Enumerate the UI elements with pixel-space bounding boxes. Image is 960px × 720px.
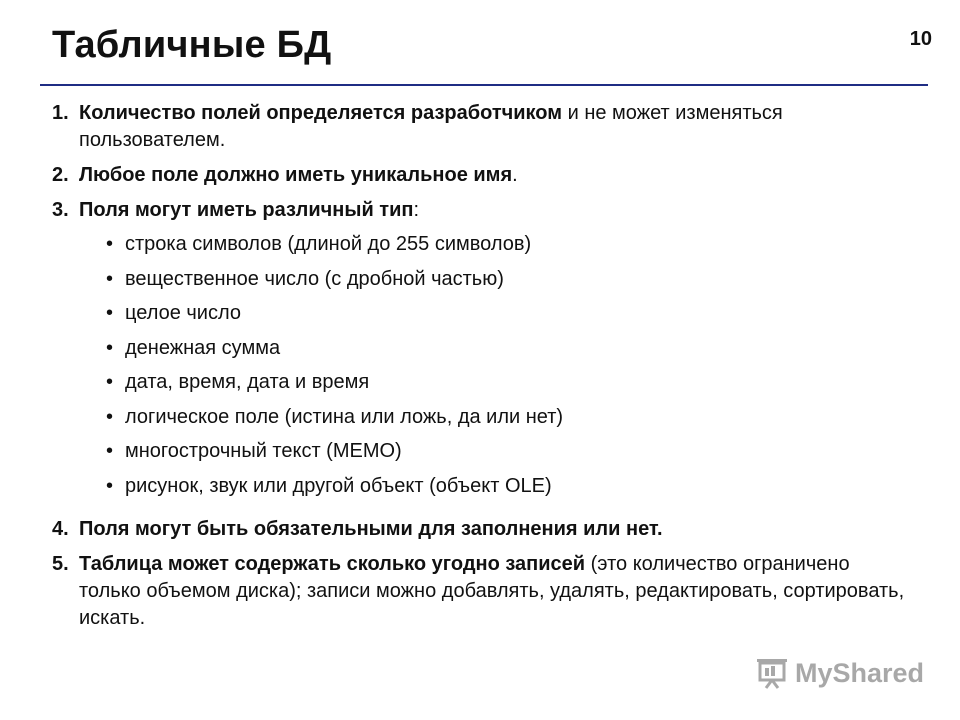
- item-number: 1.: [52, 102, 69, 124]
- item-text: [79, 100, 912, 154]
- item-bold-text: Таблица может содержать сколько угодно записей: [79, 553, 586, 575]
- list-item-4: [52, 516, 912, 543]
- field-type-text: логическое поле (истина или ложь, да или нет): [125, 405, 564, 428]
- list-item: [106, 404, 912, 439]
- list-item-5: [52, 551, 912, 632]
- item-bold-text: Поля могут иметь различный тип: [79, 199, 414, 221]
- watermark-text: MyShared: [794, 657, 924, 688]
- bullet: •: [106, 474, 114, 497]
- field-type-text: денежная сумма: [125, 336, 281, 359]
- item-regular-text: и не может изменяться пользователем.: [79, 102, 783, 151]
- item-text: [79, 197, 912, 224]
- list-item-3: [52, 197, 912, 224]
- field-type-text: вещественное число (с дробной частью): [125, 267, 504, 290]
- item-regular-text: :: [413, 199, 420, 221]
- item-number: 4.: [52, 518, 69, 540]
- item-number: 5.: [52, 553, 69, 575]
- title-divider: [40, 84, 928, 86]
- bullet: •: [106, 233, 114, 255]
- list-item: [106, 369, 912, 404]
- item-regular-text: (это количество ограничено только объемом диска); записи можно добавлять, удалять, редактировать, сортировать, искать.: [79, 553, 905, 629]
- list-item: [106, 335, 912, 370]
- list-item: [106, 231, 912, 266]
- item-number: 2.: [52, 164, 69, 186]
- item-bold-text: Поля могут быть обязательными для заполнения или нет.: [79, 518, 663, 540]
- field-type-text: многострочный текст (МЕМО): [125, 440, 402, 462]
- field-type-text: рисунок, звук или другой объект (объект OLE): [125, 474, 552, 497]
- bullet: •: [106, 440, 114, 462]
- list-item: [106, 300, 912, 335]
- field-types-list: [106, 231, 912, 507]
- page-number: 10: [909, 28, 932, 50]
- field-type-text: дата, время, дата и время: [125, 371, 370, 393]
- item-bold-text: Количество полей определяется разработчиком: [79, 102, 563, 124]
- field-type-text: строка символов (длиной до 255 символов): [125, 233, 532, 255]
- list-item-1: [52, 100, 912, 154]
- field-type-text: целое число: [125, 302, 241, 324]
- item-bold-text: Любое поле должно иметь уникальное имя: [79, 164, 513, 186]
- watermark: [755, 656, 924, 690]
- slide-content: [52, 100, 912, 640]
- item-text: [79, 516, 912, 543]
- item-number: 3.: [52, 199, 69, 221]
- item-text: [79, 162, 912, 189]
- list-item-2: [52, 162, 912, 189]
- bullet: •: [106, 371, 114, 393]
- item-regular-text: .: [512, 164, 518, 186]
- list-item: [106, 438, 912, 473]
- presentation-board-icon: [755, 656, 789, 690]
- bullet: •: [106, 267, 114, 290]
- bullet: •: [106, 336, 114, 359]
- bullet: •: [106, 302, 114, 324]
- list-item: [106, 473, 912, 508]
- slide-title: Табличные БД: [52, 24, 332, 66]
- bullet: •: [106, 405, 114, 428]
- item-text: [79, 551, 912, 632]
- list-item: [106, 266, 912, 301]
